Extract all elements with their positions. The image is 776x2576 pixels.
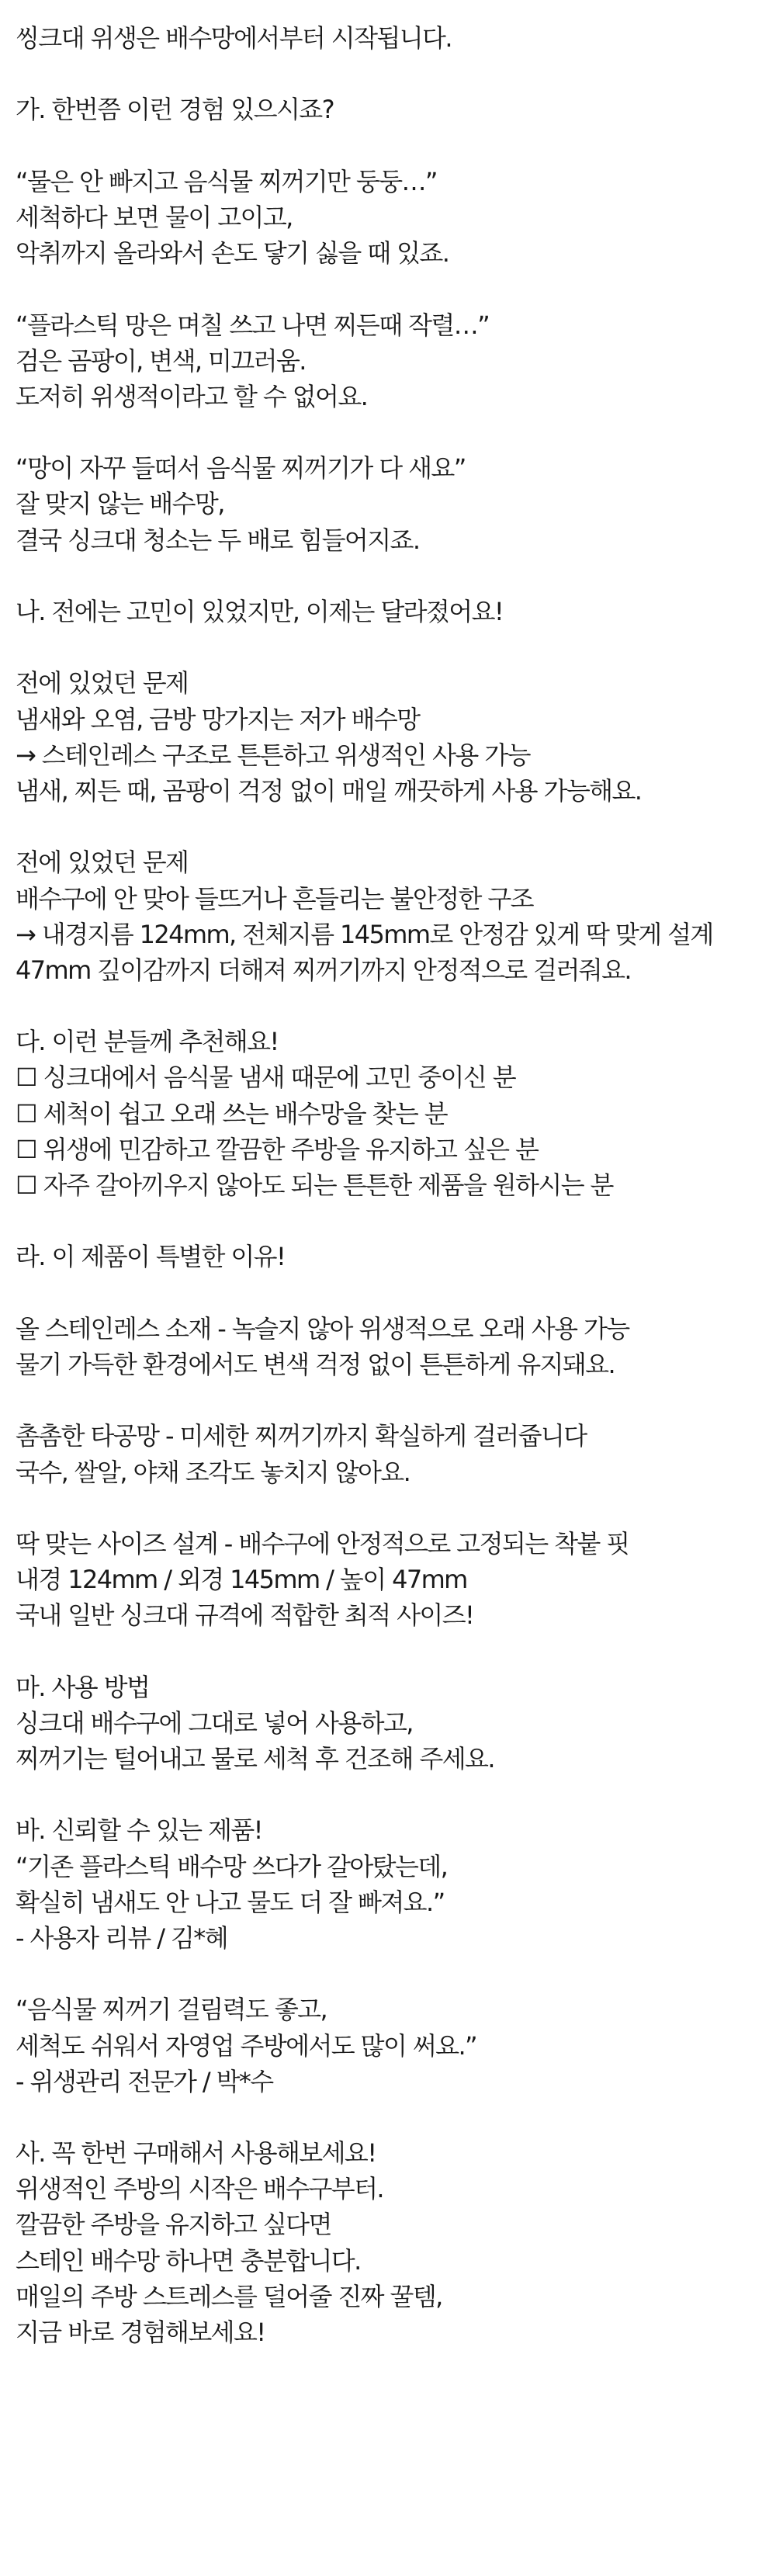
text-line: 47mm 깊이감까지 더해져 찌꺼기까지 안정적으로 걸러줘요. — [16, 955, 631, 985]
blank-line — [16, 2099, 760, 2135]
text-line: 마. 사용 방법 — [16, 1672, 150, 1702]
text-line: 물기 가득한 환경에서도 변색 걱정 없이 튼튼하게 유지돼요. — [16, 1349, 615, 1379]
text-line: 딱 맞는 사이즈 설계 - 배수구에 안정적으로 고정되는 착붙 핏 — [16, 1528, 629, 1558]
text-line: 깔끔한 주방을 유지하고 싶다면 — [16, 2210, 331, 2240]
text-line: 배수구에 안 맞아 들뜨거나 흔들리는 불안정한 구조 — [16, 883, 533, 914]
blank-line — [16, 1777, 760, 1812]
text-line: 확실히 냄새도 안 나고 물도 더 잘 빠져요.” — [16, 1887, 445, 1917]
text-line: 잘 맞지 않는 배수망, — [16, 489, 224, 519]
blank-line — [16, 558, 760, 594]
text-line: 악취까지 올라와서 손도 닿기 싫을 때 있죠. — [16, 238, 449, 269]
text-line: 내경 124mm / 외경 145mm / 높이 47mm — [16, 1565, 467, 1595]
text-line: 올 스테인레스 소재 - 녹슬지 않아 위생적으로 오래 사용 가능 — [16, 1313, 629, 1343]
text-line: → 내경지름 124mm, 전체지름 145mm로 안정감 있게 딱 맞게 설계 — [16, 919, 713, 949]
text-line: 결국 싱크대 청소는 두 배로 힘들어지죠. — [16, 525, 420, 555]
blank-line — [16, 809, 760, 844]
text-line: - 위생관리 전문가 / 박*수 — [16, 2066, 273, 2096]
text-line: 가. 한번쯤 이런 경험 있으시죠? — [16, 95, 334, 125]
blank-line — [16, 1490, 760, 1526]
text-line: → 스테인레스 구조로 튼튼하고 위생적인 사용 가능 — [16, 740, 530, 770]
text-line: 검은 곰팡이, 변색, 미끄러움. — [16, 345, 306, 376]
blank-line — [16, 1203, 760, 1239]
text-line: ☐ 위생에 민감하고 깔끔한 주방을 유지하고 싶은 분 — [16, 1134, 539, 1164]
text-line: 냄새와 오염, 금방 망가지는 저가 배수망 — [16, 704, 420, 734]
text-line: 라. 이 제품이 특별한 이유! — [16, 1242, 286, 1272]
text-line: 세척도 쉬워서 자영업 주방에서도 많이 써요.” — [16, 2030, 477, 2061]
text-line: 촘촘한 타공망 - 미세한 찌꺼기까지 확실하게 걸러줍니다 — [16, 1421, 587, 1451]
text-line: 국내 일반 싱크대 규격에 적합한 최적 사이즈! — [16, 1600, 474, 1631]
blank-line — [16, 1956, 760, 1992]
blank-line — [16, 128, 760, 164]
blank-line — [16, 1275, 760, 1311]
blank-line — [16, 1382, 760, 1418]
text-line: 싱크대 배수구에 그대로 넣어 사용하고, — [16, 1708, 413, 1738]
text-line: 사. 꼭 한번 구매해서 사용해보세요! — [16, 2138, 376, 2169]
text-line: 전에 있었던 문제 — [16, 848, 189, 878]
text-line: “물은 안 빠지고 음식물 찌꺼기만 둥둥…” — [16, 166, 437, 196]
text-line: 국수, 쌀알, 야채 조각도 놓치지 않아요. — [16, 1457, 411, 1487]
text-line: 전에 있었던 문제 — [16, 668, 189, 699]
text-line: 냄새, 찌든 때, 곰팡이 걱정 없이 매일 깨끗하게 사용 가능해요. — [16, 775, 642, 806]
text-line: 도저히 위생적이라고 할 수 없어요. — [16, 381, 368, 411]
text-line: 스테인 배수망 하나면 충분합니다. — [16, 2245, 361, 2276]
text-line: 다. 이런 분들께 추천해요! — [16, 1027, 279, 1057]
text-line: ☐ 자주 갈아끼우지 않아도 되는 튼튼한 제품을 원하시는 분 — [16, 1170, 613, 1200]
blank-line — [16, 56, 760, 92]
blank-line — [16, 1633, 760, 1669]
blank-line — [16, 271, 760, 307]
text-line: 씽크대 위생은 배수망에서부터 시작됩니다. — [16, 23, 452, 53]
product-description-text — [16, 20, 760, 2350]
text-line: ☐ 싱크대에서 음식물 냄새 때문에 고민 중이신 분 — [16, 1063, 516, 1093]
text-line: 매일의 주방 스트레스를 덜어줄 진짜 꿀템, — [16, 2281, 442, 2311]
text-line: 지금 바로 경험해보세요! — [16, 2318, 265, 2347]
text-line: “음식물 찌꺼기 걸림력도 좋고, — [16, 1995, 327, 2025]
text-line: - 사용자 리뷰 / 김*혜 — [16, 1922, 228, 1953]
text-line: “망이 자꾸 들떠서 음식물 찌꺼기가 다 새요” — [16, 453, 466, 484]
text-line: 나. 전에는 고민이 있었지만, 이제는 달라졌어요! — [16, 597, 504, 626]
text-line: 찌꺼기는 털어내고 물로 세척 후 건조해 주세요. — [16, 1744, 494, 1773]
blank-line — [16, 988, 760, 1024]
text-line: 세척하다 보면 물이 고이고, — [16, 202, 293, 232]
text-line: “플라스틱 망은 며칠 쓰고 나면 찌든때 작렬…” — [16, 310, 490, 340]
text-line: “기존 플라스틱 배수망 쓰다가 갈아탔는데, — [16, 1851, 448, 1881]
text-line: ☐ 세척이 쉽고 오래 쓰는 배수망을 찾는 분 — [16, 1098, 448, 1129]
blank-line — [16, 414, 760, 450]
blank-line — [16, 629, 760, 665]
text-line: 바. 신뢰할 수 있는 제품! — [16, 1815, 262, 1846]
text-line: 위생적인 주방의 시작은 배수구부터. — [16, 2174, 383, 2204]
